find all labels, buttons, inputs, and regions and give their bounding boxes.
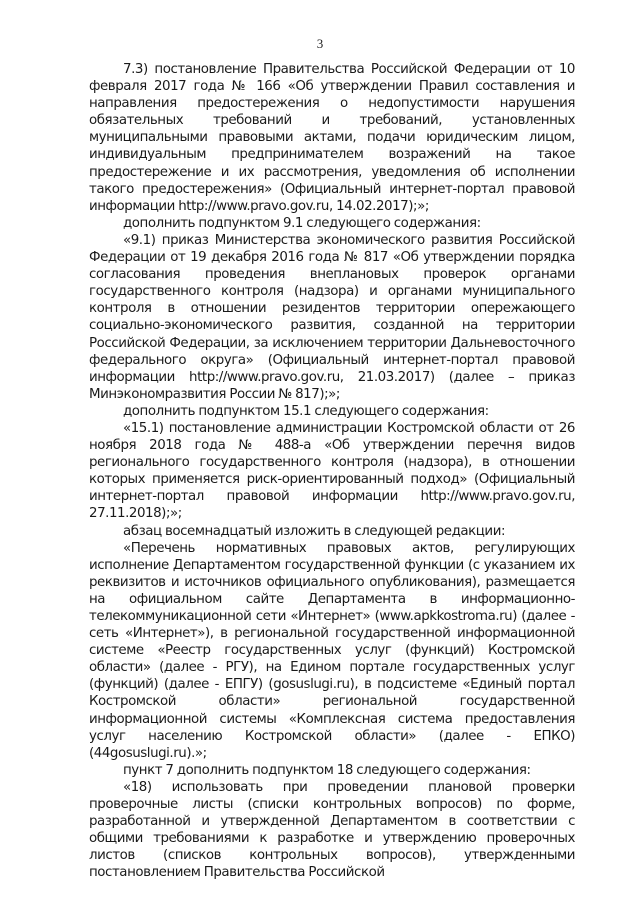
paragraph-add-15-1-instruction: дополнить подпунктом 15.1 следующего содержания:	[123, 403, 489, 419]
document-body	[89, 61, 575, 882]
page-number: 3	[316, 36, 324, 51]
paragraph-perechen: «Перечень нормативных правовых актов, регулирующих исполнение Департаментом государственной функции (с указанием их реквизитов и источников официального опубликования), размещается на официальном сайте Департамента в информационно-телекоммуникационной сети «Интернет» (www.apkkostroma.ru) (далее - сеть «Интернет»), в региональной государственной информационной системе «Реестр государственных услуг (функций) Костромской области» (далее - РГУ), на Едином портале государственных услуг (функций) (далее - ЕПГУ) (gosuslugi.ru), в подсистеме «Единый портал Костромской области» региональной государственной информационной системы «Комплексная система предоставления услуг населению Костромской области» (далее - ЕПКО) (44gosuslugi.ru).»;	[89, 540, 575, 761]
paragraph-7-3: 7.3) постановление Правительства Российской Федерации от 10 февраля 2017 года № 166 «Об утверждении Правил составления и направления предостережения о недопустимости нарушения обязательных требований и требований, установленных муниципальными правовыми актами, подачи юридическим лицом, индивидуальным предпринимателем возражений на такое предостережение и их рассмотрения, уведомления об исполнении такого предостережения» (Официальный интернет-портал правовой информации http://www.pravo.gov.ru, 14.02.2017);»;	[89, 62, 575, 214]
paragraph-18th-abzac-instruction: абзац восемнадцатый изложить в следующей редакции:	[123, 523, 506, 539]
paragraph-18: «18) использовать при проведении плановой проверки проверочные листы (списки контрольных вопросов) по форме, разработанной и утвержденной Департаментом в соответствии с общими требованиями к разработке и утверждению проверочных листов (списков контрольных вопросов), утвержденными постановлением Правительства Российской	[89, 779, 575, 881]
paragraph-9-1: «9.1) приказ Министерства экономического развития Российской Федерации от 19 декабря 2016 года № 817 «Об утверждении порядка согласования проведения внеплановых проверок органами государственного контроля (надзора) и органами муниципального контроля в отношении резидентов территории опережающего социально-экономического развития, созданной на территории Российской Федерации, за исключением территории Дальневосточного федерального округа» (Официальный интернет-портал правовой информации http://www.pravo.gov.ru, 21.03.2017) (далее – приказ Минэкономразвития России № 817);»;	[89, 232, 575, 402]
paragraph-15-1: «15.1) постановление администрации Костромской области от 26 ноября 2018 года № 488-а «Об утверждении перечня видов регионального государственного контроля (надзора), в отношении которых применяется риск-ориентированный подход» (Официальный интернет-портал правовой информации http://www.pravo.gov.ru, 27.11.2018);»;	[89, 420, 575, 522]
paragraph-add-9-1-instruction: дополнить подпунктом 9.1 следующего содержания:	[123, 215, 481, 231]
paragraph-punkt-7-instruction: пункт 7 дополнить подпунктом 18 следующего содержания:	[123, 762, 531, 778]
